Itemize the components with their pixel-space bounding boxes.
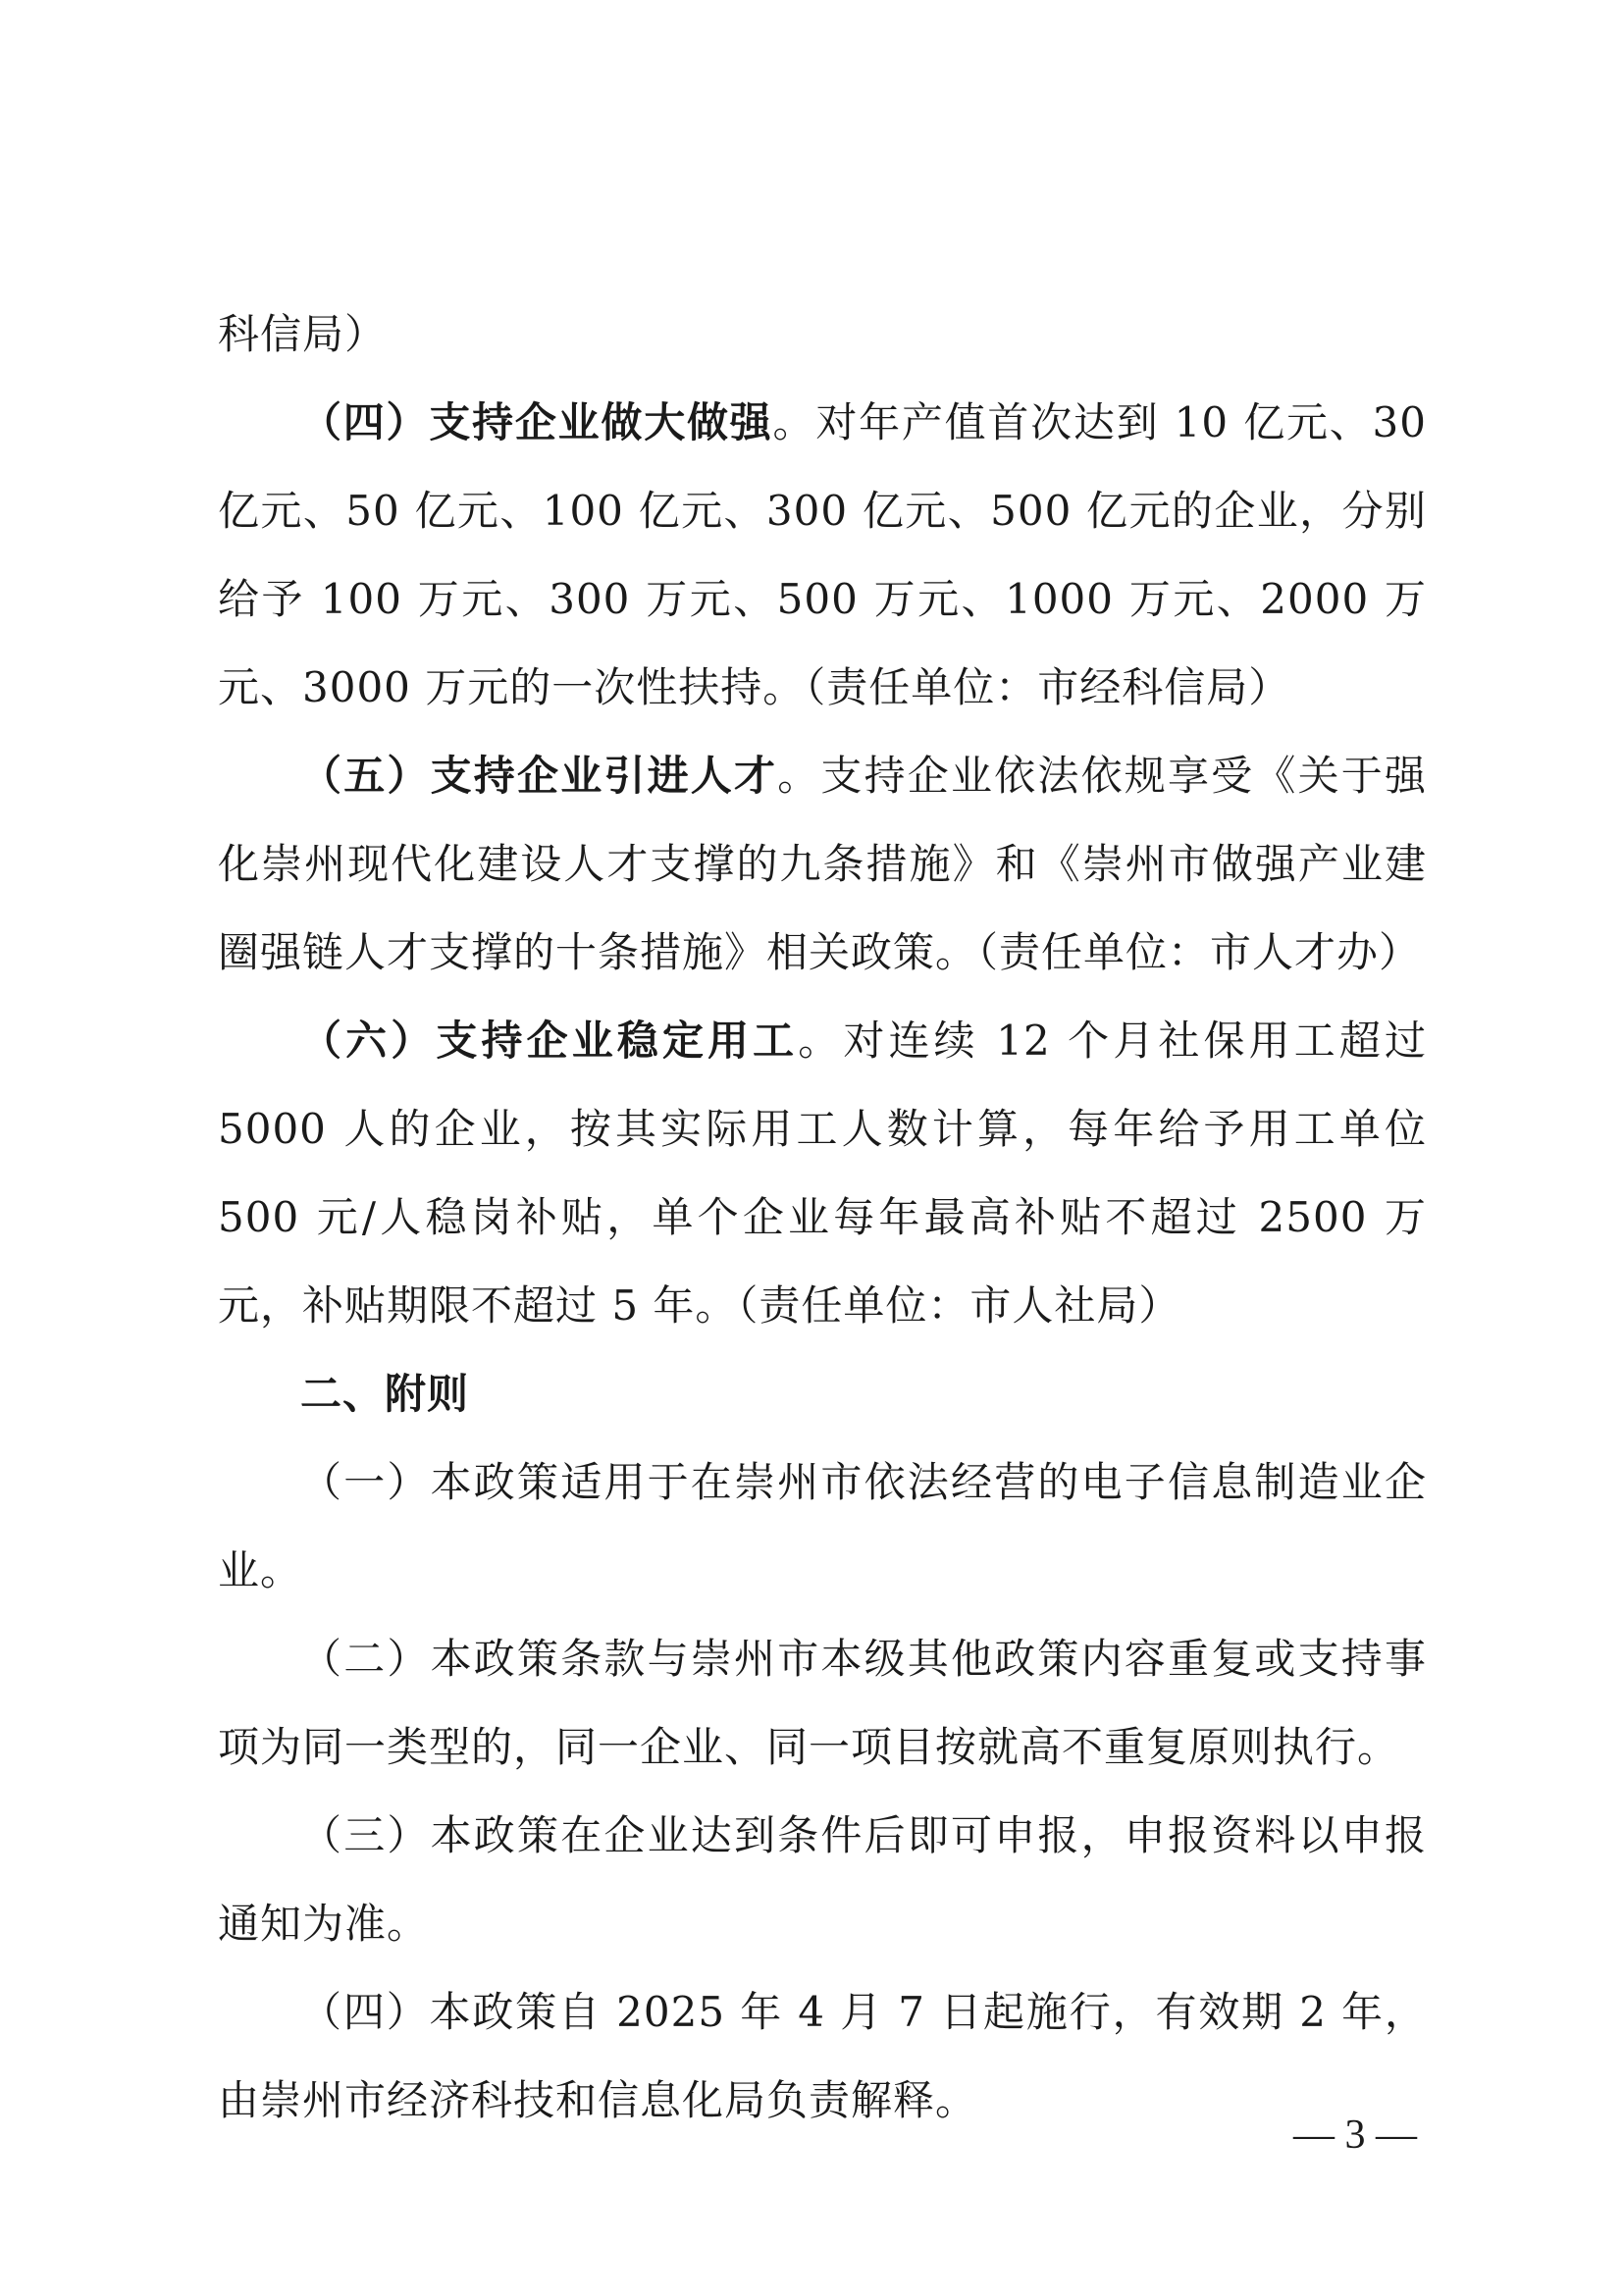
appendix-item-3: （三）本政策在企业达到条件后即可申报，申报资料以申报通知为准。 — [218, 1811, 1427, 1948]
item-lead: （四）支持企业做大做强 — [300, 398, 773, 446]
item-text: 。对年产值首次达到 10 亿元、30 亿元、50 亿元、100 亿元、300 亿元、500 亿元的企业，分别给予 100 万元、300 万元、500 万元、1000 万元、2000 万元、3000 万元的一次性扶持。（责任单位：市经科信局） — [218, 398, 1427, 711]
item-lead: （六）支持企业稳定用工 — [300, 1017, 799, 1065]
policy-item-5 — [218, 732, 1427, 997]
item-lead: （五）支持企业引进人才 — [300, 752, 778, 800]
page-number: — 3 — — [1293, 2113, 1417, 2158]
section-heading: 二、附则 — [300, 1370, 470, 1418]
item-text: 。对连续 12 个月社保用工超过 5000 人的企业，按其实际用工人数计算，每年给予用工单位 500 元/人稳岗补贴，单个企业每年最高补贴不超过 2500 万元，补贴期限不超过 5 年。（责任单位：市人社局） — [218, 1017, 1427, 1330]
carryover-text: 科信局） — [218, 310, 388, 358]
policy-item-6 — [218, 997, 1427, 1350]
policy-item-4 — [218, 379, 1427, 732]
appendix-item-2: （二）本政策条款与崇州市本级其他政策内容重复或支持事项为同一类型的，同一企业、同一项目按就高不重复原则执行。 — [218, 1635, 1427, 1771]
document-body — [218, 290, 1427, 2145]
appendix-item-1: （一）本政策适用于在崇州市依法经营的电子信息制造业企业。 — [218, 1458, 1427, 1594]
appendix-item-4: （四）本政策自 2025 年 4 月 7 日起施行，有效期 2 年，由崇州市经济科技和信息化局负责解释。 — [218, 1988, 1427, 2124]
item-text: 。支持企业依法依规享受《关于强化崇州现代化建设人才支撑的九条措施》和《崇州市做强产业建圈强链人才支撑的十条措施》相关政策。（责任单位：市人才办） — [218, 752, 1427, 976]
